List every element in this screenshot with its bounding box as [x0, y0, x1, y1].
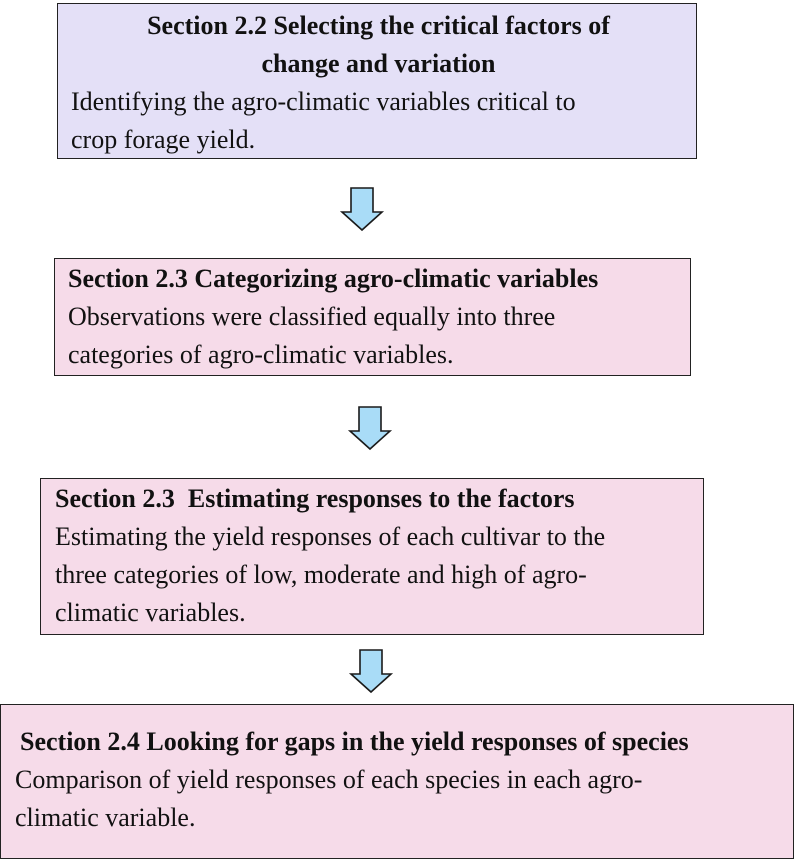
flow-box-section-2-3-estimating	[40, 478, 704, 635]
down-arrow-icon	[340, 405, 400, 451]
arrow-shape	[350, 407, 390, 449]
arrow-shape	[342, 188, 382, 230]
flow-box-section-2-2	[57, 3, 697, 159]
box-description	[55, 518, 693, 632]
box-description-line: Observations were classified equally into three	[68, 302, 556, 331]
arrow-shape	[351, 650, 391, 692]
box-description-line: three categories of low, moderate and high of agro-	[55, 560, 587, 589]
box-description-line: climatic variable.	[15, 803, 196, 832]
box-description-line: Comparison of yield responses of each species in each agro-	[15, 765, 643, 794]
box-description-line: climatic variables.	[55, 598, 246, 627]
down-arrow-icon	[332, 186, 392, 232]
box-description-line: Estimating the yield responses of each cultivar to the	[55, 522, 606, 551]
box-description	[68, 298, 680, 374]
box-title	[71, 7, 686, 83]
box-title	[68, 260, 680, 298]
box-title	[55, 480, 693, 518]
box-title	[15, 723, 783, 761]
box-title-line: Section 2.3 Categorizing agro-climatic variables	[68, 264, 599, 293]
box-title-line: Section 2.4 Looking for gaps in the yield responses of species	[20, 727, 689, 756]
flow-box-section-2-4	[0, 704, 794, 859]
box-title-line: Section 2.3 Estimating responses to the factors	[55, 484, 575, 513]
box-description-line: crop forage yield.	[71, 125, 256, 154]
flow-box-section-2-3-categorizing	[54, 258, 691, 376]
box-description-line: categories of agro-climatic variables.	[68, 340, 454, 369]
box-title-line: change and variation	[261, 49, 496, 78]
box-description-line: Identifying the agro-climatic variables critical to	[71, 87, 576, 116]
box-description	[15, 761, 783, 837]
down-arrow-icon	[341, 648, 401, 694]
box-description	[71, 83, 686, 159]
box-title-line: Section 2.2 Selecting the critical factors of	[147, 11, 610, 40]
